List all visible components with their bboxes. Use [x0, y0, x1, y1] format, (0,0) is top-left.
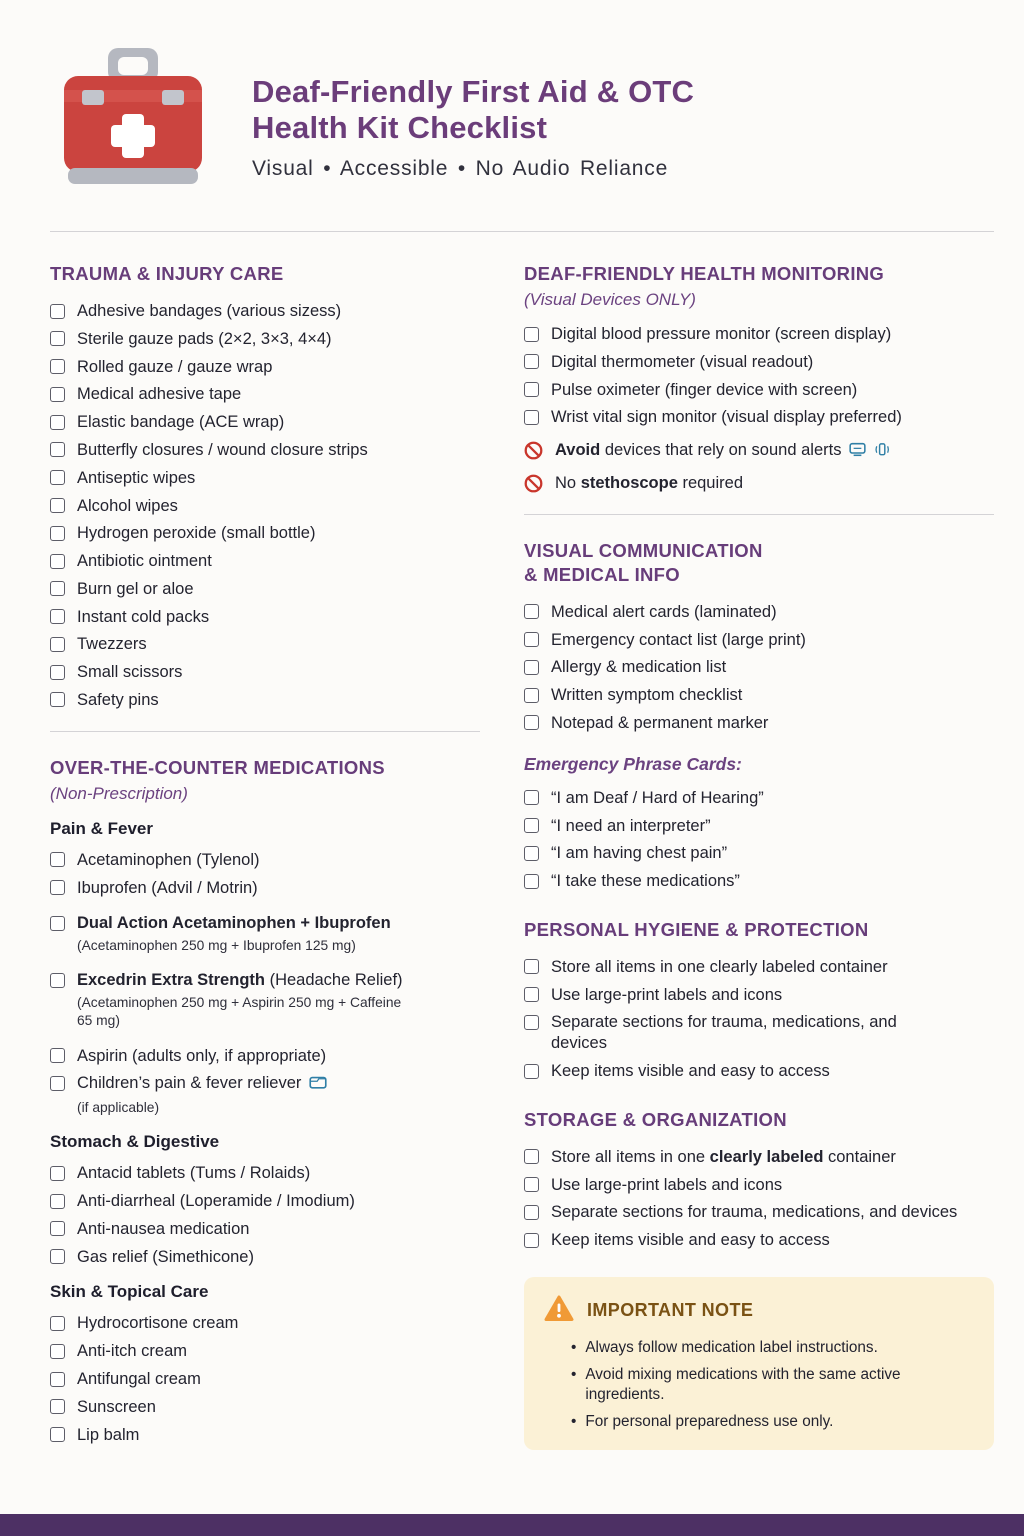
label-icon	[309, 1075, 327, 1096]
item-checkbox[interactable]	[50, 1166, 65, 1181]
item-checkbox[interactable]	[50, 526, 65, 541]
item-label: Anti-nausea medication	[77, 1219, 250, 1238]
pain-items-list	[50, 850, 480, 1118]
important-note-box	[524, 1277, 994, 1451]
checklist-item	[50, 1341, 480, 1362]
item-checkbox[interactable]	[50, 415, 65, 430]
avoid-item	[524, 440, 994, 463]
header-divider	[50, 231, 994, 232]
checklist-item	[50, 329, 480, 350]
note-bullets-list	[544, 1338, 974, 1432]
checklist-item	[524, 352, 994, 373]
item-label: Dual Action Acetaminophen + Ibuprofen (Acetaminophen 250 mg + Ibuprofen 125 mg)	[77, 913, 391, 955]
monitoring-subtitle: (Visual Devices ONLY)	[524, 290, 696, 310]
section-title-monitoring: DEAF-FRIENDLY HEALTH MONITORING	[524, 263, 885, 284]
checklist-item	[50, 1397, 480, 1418]
item-label: Hydrocortisone cream	[77, 1314, 239, 1333]
checklist-item	[50, 357, 480, 378]
stomach-items-list	[50, 1163, 480, 1267]
item-label: Sunscreen	[77, 1397, 156, 1416]
item-label: Instant cold packs	[77, 607, 210, 626]
checklist-item	[524, 871, 994, 892]
item-label: Notepad & permanent marker	[551, 713, 769, 732]
bullet: •	[571, 1338, 577, 1356]
item-label: “I take these medications”	[551, 872, 740, 891]
item-label: Small scissors	[77, 663, 183, 682]
checklist-item	[50, 384, 480, 405]
note-bullet-item	[571, 1365, 974, 1405]
item-label: Avoid mixing medications with the same active ingredients.	[585, 1365, 901, 1403]
section-title-communication: VISUAL COMMUNICATION & MEDICAL INFO	[524, 539, 763, 585]
item-checkbox[interactable]	[524, 790, 539, 805]
emergency-phrases-list	[524, 788, 994, 892]
footer-bar	[0, 1514, 1024, 1536]
item-checkbox[interactable]	[524, 604, 539, 619]
item-label: Aspirin (adults only, if appropriate)	[77, 1046, 327, 1065]
checklist-item	[524, 843, 994, 864]
item-label: Hydrogen peroxide (small bottle)	[77, 524, 316, 543]
otc-subtitle: (Non-Prescription)	[50, 783, 188, 803]
item-label: “I need an interpreter”	[551, 816, 711, 835]
item-checkbox[interactable]	[50, 331, 65, 346]
item-label: Emergency contact list (large print)	[551, 630, 806, 649]
trauma-items-list	[50, 301, 480, 711]
item-checkbox[interactable]	[50, 1249, 65, 1264]
page-subtitle: Visual • Accessible • No Audio Reliance	[252, 156, 669, 180]
item-label: Safety pins	[77, 690, 159, 709]
item-label: Excedrin Extra Strength (Headache Relief) (Acetaminophen 250 mg + Aspirin 250 mg + Caffeine 65 mg)	[77, 970, 407, 1030]
section-hygiene	[524, 918, 994, 1082]
item-label: “I am Deaf / Hard of Hearing”	[551, 788, 764, 807]
checklist-item	[524, 1147, 994, 1168]
hygiene-items-list	[524, 957, 994, 1082]
checklist-item	[50, 1247, 480, 1268]
item-label: Sterile gauze pads (2×2, 3×3, 4×4)	[77, 329, 332, 348]
checklist-item	[50, 634, 480, 655]
item-label: Allergy & medication list	[551, 658, 727, 677]
checklist-item	[524, 713, 994, 734]
avoid-items-list	[524, 440, 994, 494]
checklist-item	[50, 496, 480, 517]
item-checkbox[interactable]	[50, 1372, 65, 1387]
item-label: Store all items in one clearly labeled container	[551, 957, 888, 976]
item-label: Ibuprofen (Advil / Motrin)	[77, 878, 258, 897]
item-checkbox[interactable]	[524, 660, 539, 675]
section-trauma	[50, 262, 480, 711]
item-label: Acetaminophen (Tylenol)	[77, 850, 260, 869]
checklist-item	[50, 301, 480, 322]
item-checkbox[interactable]	[524, 959, 539, 974]
checklist-item	[524, 957, 994, 978]
monitoring-items-list	[524, 324, 994, 428]
item-checkbox[interactable]	[50, 609, 65, 624]
item-checkbox[interactable]	[524, 846, 539, 861]
checklist-item	[524, 1230, 994, 1251]
item-label: Rolled gauze / gauze wrap	[77, 357, 273, 376]
checklist-item	[50, 579, 480, 600]
checklist-item	[524, 602, 994, 623]
item-checkbox[interactable]	[524, 874, 539, 889]
checklist-item	[524, 685, 994, 706]
item-checkbox[interactable]	[50, 304, 65, 319]
item-checkbox[interactable]	[524, 354, 539, 369]
section-title-trauma: TRAUMA & INJURY CARE	[50, 263, 284, 284]
item-checkbox[interactable]	[50, 554, 65, 569]
item-checkbox[interactable]	[50, 1048, 65, 1063]
item-checkbox[interactable]	[50, 1194, 65, 1209]
checklist-item	[50, 1369, 480, 1390]
checklist-item	[524, 630, 994, 651]
item-label: Children’s pain & fever reliever (if applicable)	[77, 1073, 327, 1117]
item-checkbox[interactable]	[50, 692, 65, 707]
note-title: IMPORTANT NOTE	[587, 1300, 754, 1321]
item-label: Antifungal cream	[77, 1370, 201, 1388]
item-label: Elastic bandage (ACE wrap)	[77, 413, 285, 432]
section-communication	[524, 539, 994, 892]
item-checkbox[interactable]	[50, 973, 65, 988]
item-checkbox[interactable]	[524, 715, 539, 730]
item-label: Always follow medication label instructions.	[585, 1338, 878, 1356]
checklist-item	[50, 1073, 480, 1117]
avoid-item	[524, 473, 994, 494]
item-label: Alcohol wipes	[77, 496, 178, 515]
checklist-item	[50, 662, 480, 683]
checklist-item	[524, 985, 994, 1006]
checklist-item	[50, 970, 480, 1030]
checklist-item	[50, 412, 480, 433]
checklist-item	[524, 1012, 994, 1054]
item-checkbox[interactable]	[524, 688, 539, 703]
subsection-stomach: Stomach & Digestive	[50, 1132, 220, 1152]
item-checkbox[interactable]	[524, 632, 539, 647]
checklist-item	[50, 878, 480, 899]
note-header	[544, 1295, 974, 1327]
item-checkbox[interactable]	[50, 387, 65, 402]
first-aid-kit-icon	[54, 44, 212, 201]
checklist-item	[50, 1313, 480, 1334]
item-label: Use large-print labels and icons	[551, 985, 783, 1004]
item-label: Anti-diarrheal (Loperamide / Imodium)	[77, 1192, 355, 1211]
checklist-item	[50, 690, 480, 711]
item-label: “I am having chest pain”	[551, 844, 728, 863]
item-checkbox[interactable]	[50, 637, 65, 652]
item-checkbox[interactable]	[50, 852, 65, 867]
item-checkbox[interactable]	[524, 987, 539, 1002]
warning-icon	[544, 1295, 574, 1327]
checklist-item	[50, 1163, 480, 1184]
checklist-item	[524, 380, 994, 401]
checklist-item	[524, 407, 994, 428]
item-label: Antibiotic ointment	[77, 552, 212, 571]
subsection-skin: Skin & Topical Care	[50, 1282, 209, 1302]
checklist-item	[524, 788, 994, 809]
item-checkbox[interactable]	[524, 1149, 539, 1164]
item-label: No stethoscope required	[555, 473, 743, 492]
section-storage	[524, 1108, 994, 1251]
note-bullet-item	[571, 1338, 974, 1358]
item-label: For personal preparedness use only.	[585, 1412, 834, 1430]
bullet: •	[571, 1412, 577, 1430]
item-label: Keep items visible and easy to access	[551, 1231, 830, 1250]
checklist-item	[50, 551, 480, 572]
checklist-item	[50, 1425, 480, 1446]
item-checkbox[interactable]	[524, 1205, 539, 1220]
item-checkbox[interactable]	[524, 1064, 539, 1079]
item-label: Medical alert cards (laminated)	[551, 602, 777, 621]
checklist-item	[50, 523, 480, 544]
item-checkbox[interactable]	[524, 1015, 539, 1030]
checklist-item	[524, 657, 994, 678]
item-label: Butterfly closures / wound closure strips	[77, 440, 368, 459]
item-label: Separate sections for trauma, medications, and devices	[551, 1203, 958, 1222]
item-checkbox[interactable]	[50, 581, 65, 596]
item-checkbox[interactable]	[50, 1221, 65, 1236]
item-checkbox[interactable]	[50, 359, 65, 374]
item-label: Written symptom checklist	[551, 686, 743, 705]
note-bullet-item	[571, 1412, 974, 1432]
bullet: •	[571, 1365, 577, 1383]
item-checkbox[interactable]	[524, 1233, 539, 1248]
prohibition-icon	[524, 474, 543, 493]
checklist-item	[50, 1219, 480, 1240]
item-label: Keep items visible and easy to access	[551, 1062, 830, 1081]
item-label: Digital thermometer (visual readout)	[551, 352, 814, 371]
item-label: Medical adhesive tape	[77, 385, 242, 404]
checklist-item	[50, 1046, 480, 1067]
checklist-item	[524, 324, 994, 345]
item-label: Anti-itch cream	[77, 1342, 188, 1361]
item-label: Use large-print labels and icons	[551, 1175, 783, 1194]
item-label: Antiseptic wipes	[77, 468, 196, 487]
checklist-item	[50, 850, 480, 871]
item-checkbox[interactable]	[524, 818, 539, 833]
checklist-item	[524, 1202, 994, 1223]
item-checkbox[interactable]	[50, 1344, 65, 1359]
header-text	[252, 44, 694, 181]
item-label: Separate sections for trauma, medications, and devices	[551, 1013, 897, 1053]
item-label: Avoid devices that rely on sound alerts	[555, 440, 890, 463]
page-title: Deaf-Friendly First Aid & OTC Health Kit Checklist	[252, 74, 695, 145]
checklist-item	[524, 1061, 994, 1082]
section-otc	[50, 756, 480, 1446]
item-label: Digital blood pressure monitor (screen display)	[551, 325, 892, 344]
checklist-item	[524, 816, 994, 837]
left-column-divider	[50, 731, 480, 732]
storage-items-list	[524, 1147, 994, 1251]
item-checkbox[interactable]	[50, 916, 65, 931]
item-subtext: (Acetaminophen 250 mg + Ibuprofen 125 mg)	[77, 938, 356, 954]
section-monitoring	[524, 262, 994, 494]
item-checkbox[interactable]	[50, 665, 65, 680]
item-checkbox[interactable]	[524, 410, 539, 425]
item-label: Pulse oximeter (finger device with screen)	[551, 380, 858, 399]
item-checkbox[interactable]	[50, 1399, 65, 1414]
communication-items-list	[524, 602, 994, 734]
item-checkbox[interactable]	[50, 1316, 65, 1331]
item-label: Store all items in one clearly labeled container	[551, 1147, 896, 1166]
item-subtext: (Acetaminophen 250 mg + Aspirin 250 mg + Caffeine 65 mg)	[77, 995, 402, 1029]
screen-alert-icon	[849, 442, 866, 463]
item-checkbox[interactable]	[50, 1076, 65, 1091]
checklist-item	[524, 1175, 994, 1196]
item-checkbox[interactable]	[50, 1427, 65, 1442]
item-checkbox[interactable]	[50, 470, 65, 485]
checklist-item	[50, 1191, 480, 1212]
header	[50, 44, 994, 201]
item-label: Adhesive bandages (various sizess)	[77, 302, 342, 321]
checklist-item	[50, 440, 480, 461]
skin-items-list	[50, 1313, 480, 1445]
item-label: Gas relief (Simethicone)	[77, 1247, 254, 1266]
section-title-storage: STORAGE & ORGANIZATION	[524, 1108, 787, 1130]
checklist-item	[50, 607, 480, 628]
item-checkbox[interactable]	[524, 1177, 539, 1192]
item-checkbox[interactable]	[50, 498, 65, 513]
subsection-pain-fever: Pain & Fever	[50, 818, 153, 838]
section-title-hygiene: PERSONAL HYGIENE & PROTECTION	[524, 918, 869, 940]
item-checkbox[interactable]	[50, 442, 65, 457]
phrases-title: Emergency Phrase Cards:	[524, 753, 742, 774]
checklist-item	[50, 913, 480, 955]
item-subtext: (if applicable)	[77, 1100, 160, 1116]
section-title-otc: OVER-THE-COUNTER MEDICATIONS	[50, 756, 385, 778]
item-checkbox[interactable]	[50, 880, 65, 895]
item-checkbox[interactable]	[524, 327, 539, 342]
item-label: Wrist vital sign monitor (visual display preferred)	[551, 408, 902, 427]
right-column-divider	[524, 514, 994, 515]
checklist-item	[50, 468, 480, 489]
item-label: Antacid tablets (Tums / Rolaids)	[77, 1164, 311, 1183]
item-label: Lip balm	[77, 1425, 140, 1444]
item-checkbox[interactable]	[524, 382, 539, 397]
vibrate-alert-icon	[874, 442, 890, 463]
prohibition-icon	[524, 441, 543, 460]
item-label: Twezzers	[77, 635, 147, 654]
item-label: Burn gel or aloe	[77, 579, 194, 598]
